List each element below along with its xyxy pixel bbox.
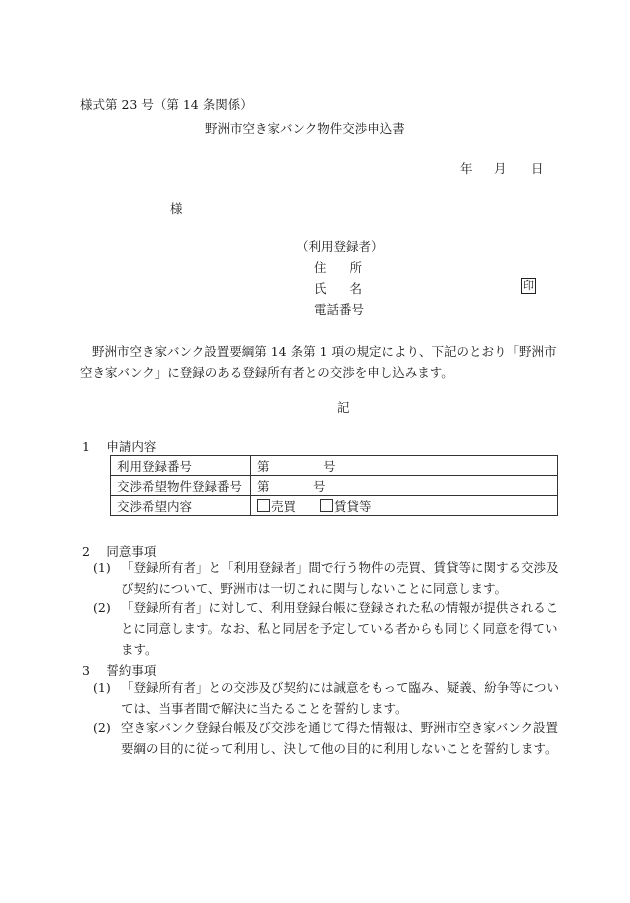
document-title: 野洲市空き家バンク物件交渉申込書 [205,121,405,136]
checkbox-lease[interactable] [320,499,333,512]
table-row [111,476,558,496]
section-consent-heading: 2 同意事項 [82,544,157,559]
seal-mark: 印 [523,279,534,292]
table-value-user-number[interactable]: 第 号 [251,456,558,476]
consent-item-1: (1) 「登録所有者」と「利用登録者」間で行う物件の売買、賃貸等に関する交渉及び契約について、野洲市は一切これに関与しないことに同意します。 [93,560,559,596]
applicant-phone-label: 電話番号 [314,302,365,317]
table-label-user-number: 利用登録番号 [111,456,251,476]
checkbox-sale[interactable] [257,499,270,512]
table-value-property-number[interactable]: 第 号 [251,476,558,496]
form-number: 様式第 23 号（第 14 条関係） [80,97,253,112]
applicant-name-label: 氏名 [314,281,362,296]
table-label-desired-content: 交渉希望内容 [111,496,251,516]
table-row [111,456,558,476]
section-pledge-heading: 3 誓約事項 [82,663,157,678]
date-month-label: 月 [494,161,507,176]
option-lease-label: 賃貸等 [334,498,372,514]
date-year-label: 年 [460,161,473,176]
consent-item-2: (2) 「登録所有者」に対して、利用登録台帳に登録された私の情報が提供されることに同意します。なお、私と同居を予定している者からも同じく同意を得ています。 [93,600,559,657]
date-day-label: 日 [531,161,544,176]
table-row [111,496,558,516]
table-value-desired-content [251,496,558,516]
applicant-heading: （利用登録者） [296,239,384,254]
section-application-heading: 1 申請内容 [82,439,157,454]
applicant-address-label: 住所 [314,260,362,275]
intro-paragraph: 野洲市空き家バンク設置要綱第 14 条第 1 項の規定により、下記のとおり「野洲市空き家バンク」に登録のある登録所有者との交渉を申し込みます。 [80,344,557,380]
application-table [110,455,558,516]
addressee-honorific: 様 [170,201,183,216]
table-label-property-number: 交渉希望物件登録番号 [111,476,251,496]
pledge-item-2: (2) 空き家バンク登録台帳及び交渉を通じて得た情報は、野洲市空き家バンク設置要綱の目的に従って利用し、決して他の目的に利用しないことを誓約します。 [93,720,559,756]
ki-heading: 記 [337,400,350,415]
option-sale-label: 売買 [271,498,297,514]
pledge-item-1: (1) 「登録所有者」との交渉及び契約には誠意をもって臨み、疑義、紛争等については、当事者間で解決に当たることを誓約します。 [93,680,560,716]
